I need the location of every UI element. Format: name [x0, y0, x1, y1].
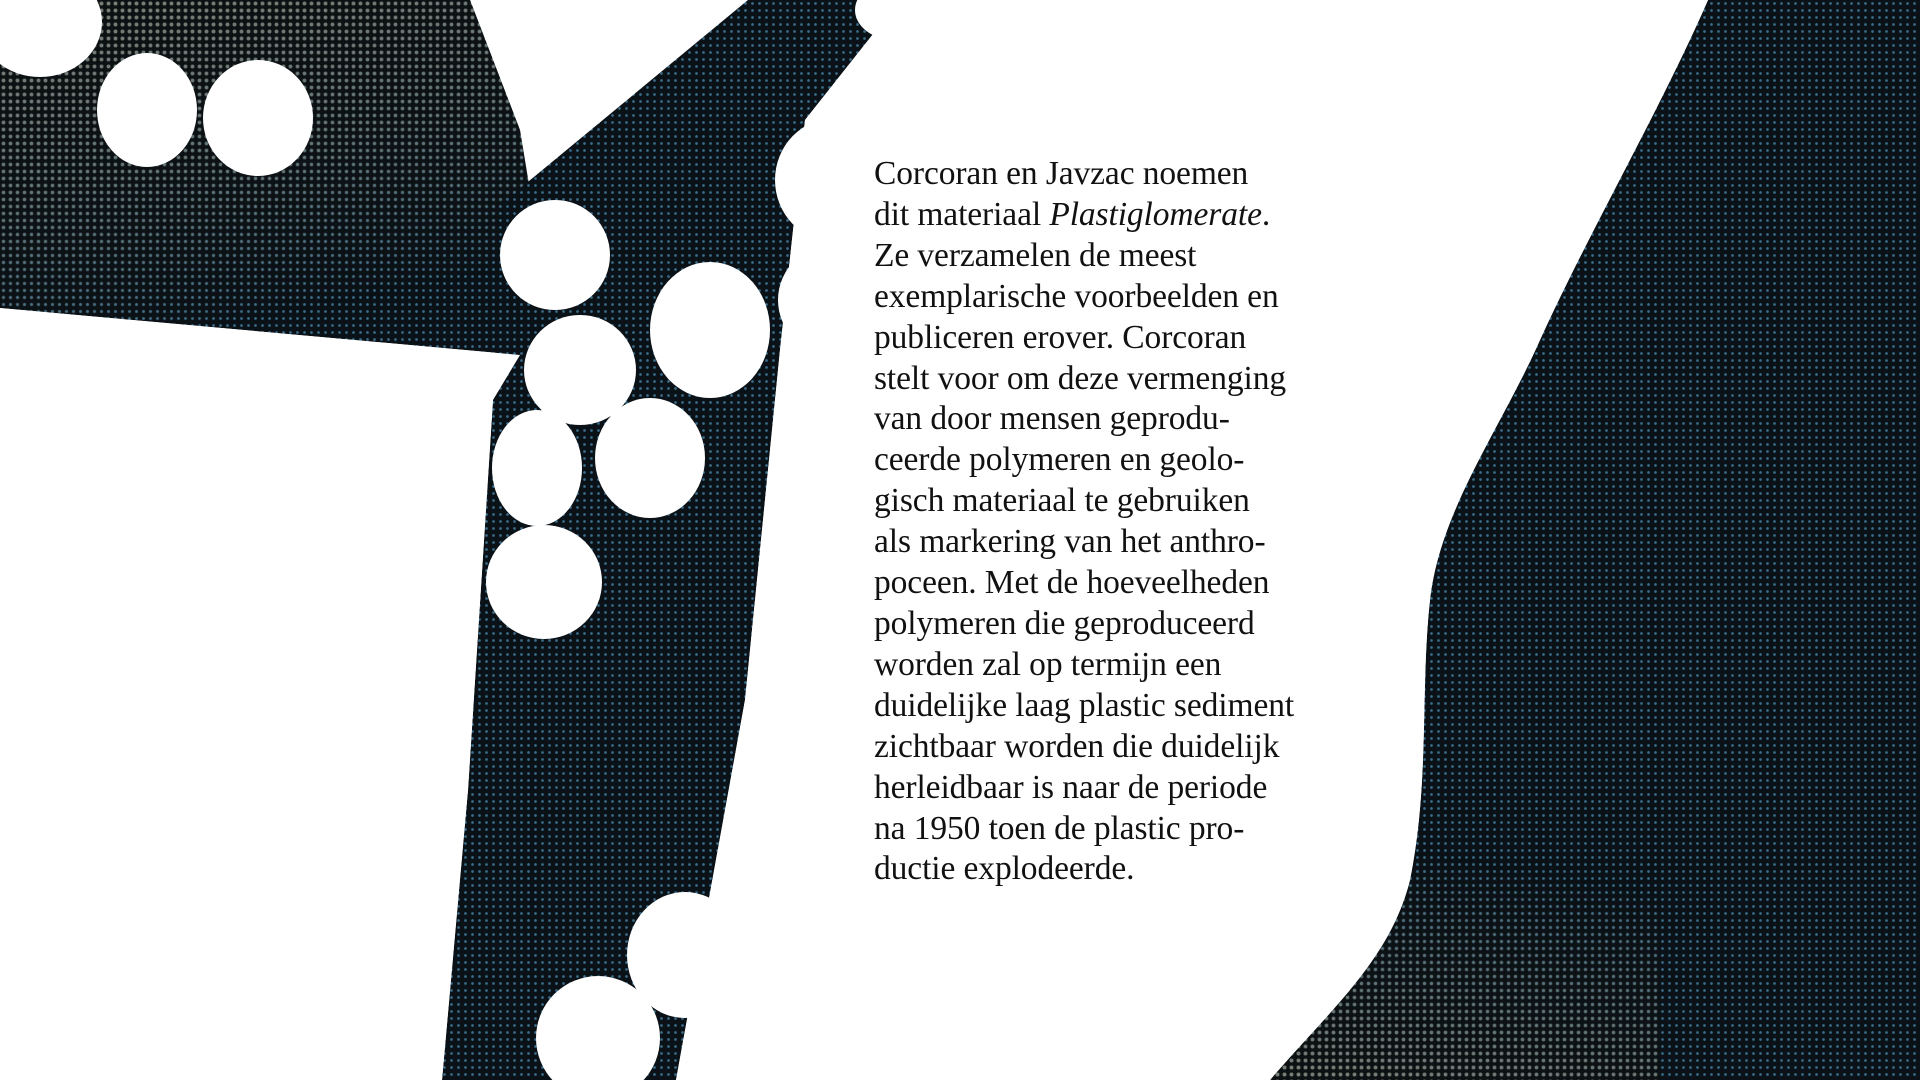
- text-line-part: ceerde polymeren en geolo-: [874, 441, 1245, 479]
- text-line: [874, 604, 1344, 645]
- text-line-part: ductie explodeerde.: [874, 850, 1135, 888]
- text-line-part: Corcoran en Javzac noemen: [874, 155, 1249, 192]
- text-line: [874, 727, 1344, 768]
- text-line-part: poceen. Met de hoeveelheden: [874, 564, 1270, 602]
- text-line: [874, 359, 1344, 400]
- italic-term: Plastiglomerate: [1049, 195, 1262, 233]
- text-line: [874, 236, 1344, 277]
- text-line: [874, 809, 1344, 850]
- text-line: [874, 318, 1344, 359]
- text-line-part: zichtbaar worden die duidelijk: [874, 727, 1280, 765]
- text-line: [874, 399, 1344, 440]
- pebble: [203, 60, 313, 176]
- text-line: [874, 645, 1344, 686]
- pebble: [500, 200, 610, 310]
- text-line: [874, 768, 1344, 809]
- pebble: [486, 525, 602, 639]
- text-line-part: .: [1261, 195, 1271, 233]
- text-line: [874, 440, 1344, 481]
- pebble: [650, 262, 770, 398]
- text-line-part: dit materiaal: [874, 195, 1050, 233]
- text-line-part: polymeren die geproduceerd: [874, 604, 1255, 642]
- text-line-part: worden zal op termijn een: [874, 645, 1222, 683]
- text-line-part: gisch materiaal te gebruiken: [874, 482, 1250, 520]
- text-line-part: duidelijke laag plastic sediment: [874, 686, 1295, 724]
- text-line-part: exemplarische voorbeelden en: [874, 277, 1279, 315]
- text-line-part: herleidbaar is naar de periode: [874, 768, 1268, 806]
- text-line-part: als markering van het anthro-: [874, 523, 1266, 561]
- text-line: [874, 154, 1344, 195]
- text-line: [874, 481, 1344, 522]
- text-line-part: van door mensen geprodu-: [874, 400, 1230, 438]
- text-line-part: na 1950 toen de plastic pro-: [874, 809, 1245, 847]
- text-line: [874, 849, 1344, 890]
- left-white-area: [0, 308, 520, 1080]
- text-line-part: Ze verzamelen de meest: [874, 236, 1197, 274]
- text-line: [874, 686, 1344, 727]
- text-line-part: stelt voor om deze vermenging: [874, 359, 1287, 397]
- text-line: [874, 522, 1344, 563]
- pebble: [492, 410, 582, 526]
- text-line: [874, 563, 1344, 604]
- pebble: [97, 53, 197, 167]
- text-line: [874, 277, 1344, 318]
- body-text: [874, 154, 1344, 890]
- text-line: [874, 195, 1344, 236]
- pebble: [595, 398, 705, 518]
- text-line-part: publiceren erover. Corcoran: [874, 318, 1247, 356]
